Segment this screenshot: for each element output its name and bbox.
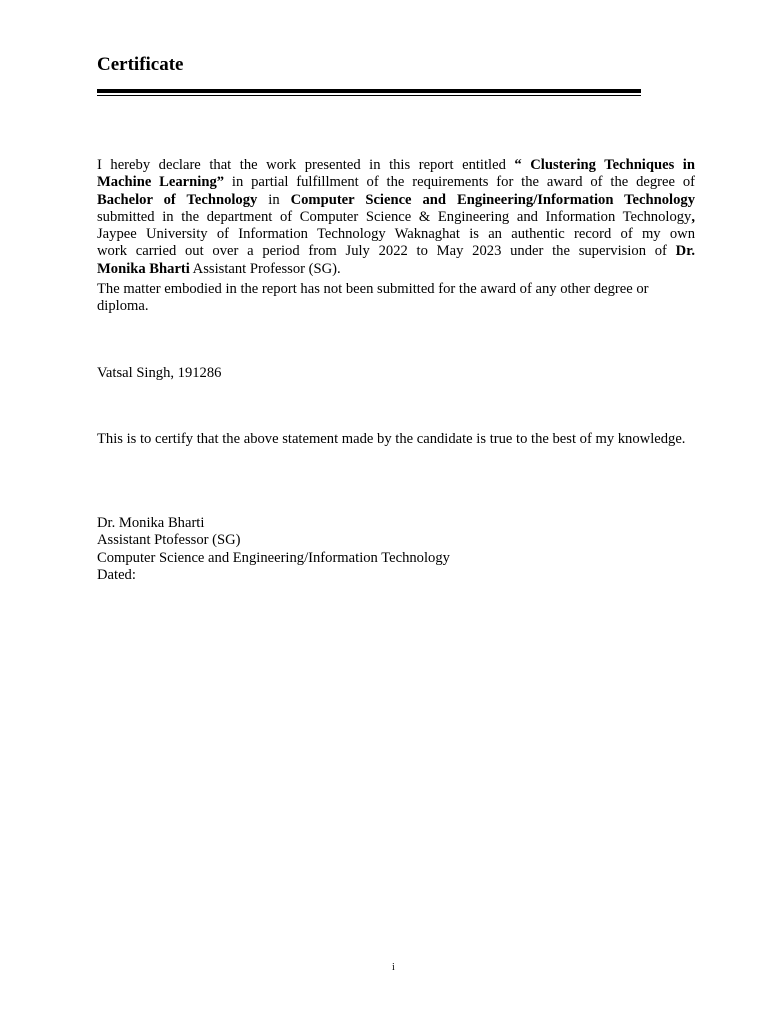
degree-name: Bachelor of Technology <box>97 191 258 208</box>
signature-date: Dated: <box>97 566 136 583</box>
title-rule-thin <box>97 95 641 96</box>
declaration-text: I hereby declare that the work presented in this report entitled <box>97 157 515 173</box>
declaration-text: in <box>257 191 291 208</box>
page-title: Certificate <box>97 54 184 75</box>
candidate-name: Vatsal Singh, 191286 <box>97 365 222 381</box>
declaration-line <box>97 192 695 209</box>
matter-statement: The matter embodied in the report has not been submitted for the award of any other degree or diploma. <box>97 281 649 315</box>
signatory-designation: Assistant Ptofessor (SG) <box>97 532 241 549</box>
declaration-text: work carried out over a period from July 2022 to May 2023 under the supervision of <box>97 243 676 260</box>
program-name: Computer Science and Engineering/Information Technology <box>290 191 695 208</box>
declaration-line <box>97 209 695 226</box>
signatory-department: Computer Science and Engineering/Information Technology <box>97 549 450 566</box>
certification-statement: This is to certify that the above statement made by the candidate is true to the best of my knowledge. <box>97 431 686 447</box>
signatory-name: Dr. Monika Bharti <box>97 515 205 531</box>
declaration-line <box>97 243 695 260</box>
supervisor-title: Dr. <box>675 243 695 260</box>
declaration-comma: , <box>691 208 695 225</box>
declaration-paragraph <box>97 157 695 278</box>
declaration-line <box>97 157 695 174</box>
signature-block <box>97 515 695 584</box>
page-number: i <box>392 962 395 973</box>
declaration-line <box>97 174 695 191</box>
supervisor-name: Monika Bharti <box>97 260 190 277</box>
supervisor-designation: Assistant Professor (SG). <box>189 260 341 277</box>
declaration-text: in partial fulfillment of the requirements for the award of the degree of <box>224 174 695 191</box>
title-rule-thick <box>97 89 641 93</box>
declaration-text: submitted in the department of Computer Science & Engineering and Information Technology <box>97 208 692 225</box>
declaration-line: Jaypee University of Information Technology Waknaghat is an authentic record of my own <box>97 226 695 243</box>
report-title-part2: Machine Learning” <box>97 174 225 191</box>
report-title-part1: “ Clustering Techniques in <box>514 157 695 173</box>
declaration-line <box>97 261 695 278</box>
